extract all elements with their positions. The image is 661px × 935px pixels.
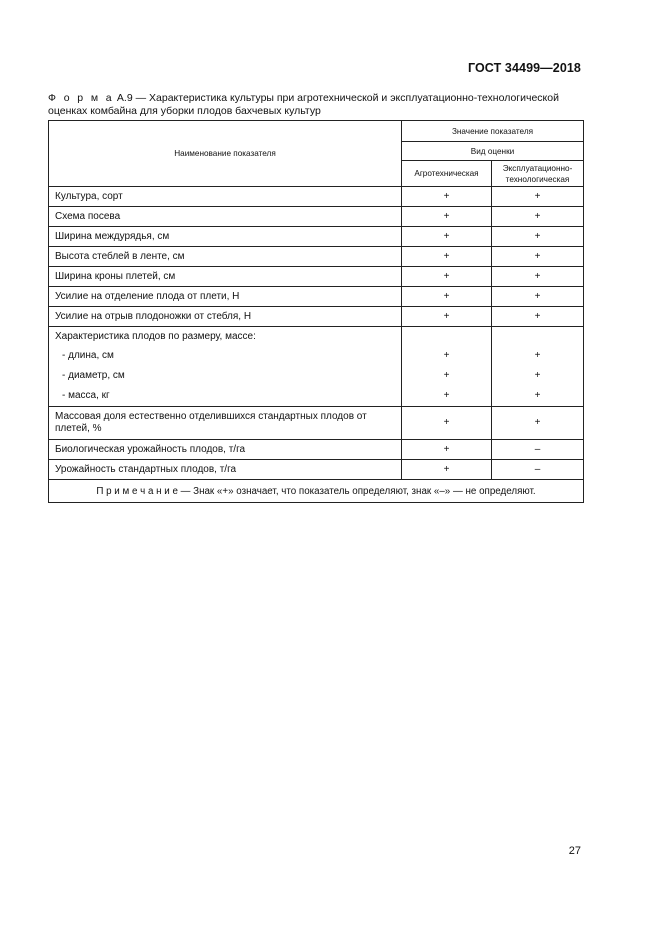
table-row: [49, 207, 584, 227]
row-exp-mark: +: [492, 407, 584, 440]
row-name: Усилие на отрыв плодоножки от стебля, Н: [49, 307, 402, 327]
row-exp-mark: +: [492, 187, 584, 207]
group-exp-mark: +: [534, 370, 541, 381]
group-agro-mark: +: [443, 350, 450, 361]
header-assessment-type: Вид оценки: [402, 142, 584, 161]
row-name: Массовая доля естественно отделившихся стандартных плодов от плетей, %: [49, 407, 402, 440]
table-row: [49, 267, 584, 287]
row-exp-mark: +: [492, 287, 584, 307]
group-item-name: - диаметр, см: [62, 370, 125, 381]
row-name: Культура, сорт: [49, 187, 402, 207]
table-row: [49, 247, 584, 267]
group-agro-mark: +: [443, 390, 450, 401]
header-agrotechnical: Агротехническая: [402, 161, 492, 187]
row-agro-mark: +: [402, 227, 492, 247]
table-row: [49, 307, 584, 327]
row-agro-mark: +: [402, 460, 492, 480]
row-agro-mark: +: [402, 307, 492, 327]
row-agro-mark: +: [402, 187, 492, 207]
row-name: Биологическая урожайность плодов, т/га: [49, 440, 402, 460]
note-label: П р и м е ч а н и е: [96, 485, 178, 497]
form-caption: [48, 92, 583, 118]
document-code: ГОСТ 34499—2018: [467, 61, 581, 75]
header-indicator-value: Значение показателя: [402, 121, 584, 142]
row-agro-mark: +: [402, 267, 492, 287]
row-exp-mark: –: [492, 440, 584, 460]
table-row: [49, 187, 584, 207]
row-exp-mark: –: [492, 460, 584, 480]
table-row: [49, 440, 584, 460]
group-exp-mark: +: [534, 390, 541, 401]
table-row: [49, 287, 584, 307]
row-name: Ширина междурядья, см: [49, 227, 402, 247]
row-name: Ширина кроны плетей, см: [49, 267, 402, 287]
form-word: Ф о р м а: [48, 92, 114, 104]
group-agro-cell: [402, 327, 492, 407]
row-exp-mark: +: [492, 307, 584, 327]
row-agro-mark: +: [402, 207, 492, 227]
form-id: А.9: [116, 92, 133, 104]
group-exp-mark: +: [534, 350, 541, 361]
form-title: — Характеристика культуры при агротехнической и эксплуатационно-технологической оценках комбайна для уборки плодов бахчевых культур: [48, 92, 559, 117]
group-item-name: - длина, см: [62, 350, 114, 361]
row-exp-mark: +: [492, 267, 584, 287]
table-row: [49, 460, 584, 480]
table-row: [49, 227, 584, 247]
row-name: Урожайность стандартных плодов, т/га: [49, 460, 402, 480]
table-row: [49, 407, 584, 440]
table-note: [49, 480, 584, 503]
group-agro-mark: +: [443, 370, 450, 381]
table-row-group: [49, 327, 584, 407]
row-agro-mark: +: [402, 247, 492, 267]
group-title: Характеристика плодов по размеру, массе:: [55, 331, 256, 342]
note-text: — Знак «+» означает, что показатель определяют, знак «–» — не определяют.: [177, 485, 536, 497]
header-indicator-name: Наименование показателя: [49, 121, 402, 187]
row-exp-mark: +: [492, 227, 584, 247]
indicator-table: [48, 120, 584, 503]
row-agro-mark: +: [402, 440, 492, 460]
page-number: 27: [568, 845, 581, 857]
group-name-cell: [49, 327, 402, 407]
table-note-row: [49, 480, 584, 503]
row-name: Высота стеблей в ленте, см: [49, 247, 402, 267]
row-name: Схема посева: [49, 207, 402, 227]
group-exp-cell: [492, 327, 584, 407]
row-name: Усилие на отделение плода от плети, Н: [49, 287, 402, 307]
row-exp-mark: +: [492, 207, 584, 227]
group-item-name: - масса, кг: [62, 390, 110, 401]
row-exp-mark: +: [492, 247, 584, 267]
row-agro-mark: +: [402, 287, 492, 307]
row-agro-mark: +: [402, 407, 492, 440]
header-operational: Эксплуатационно-технологическая: [492, 161, 584, 187]
